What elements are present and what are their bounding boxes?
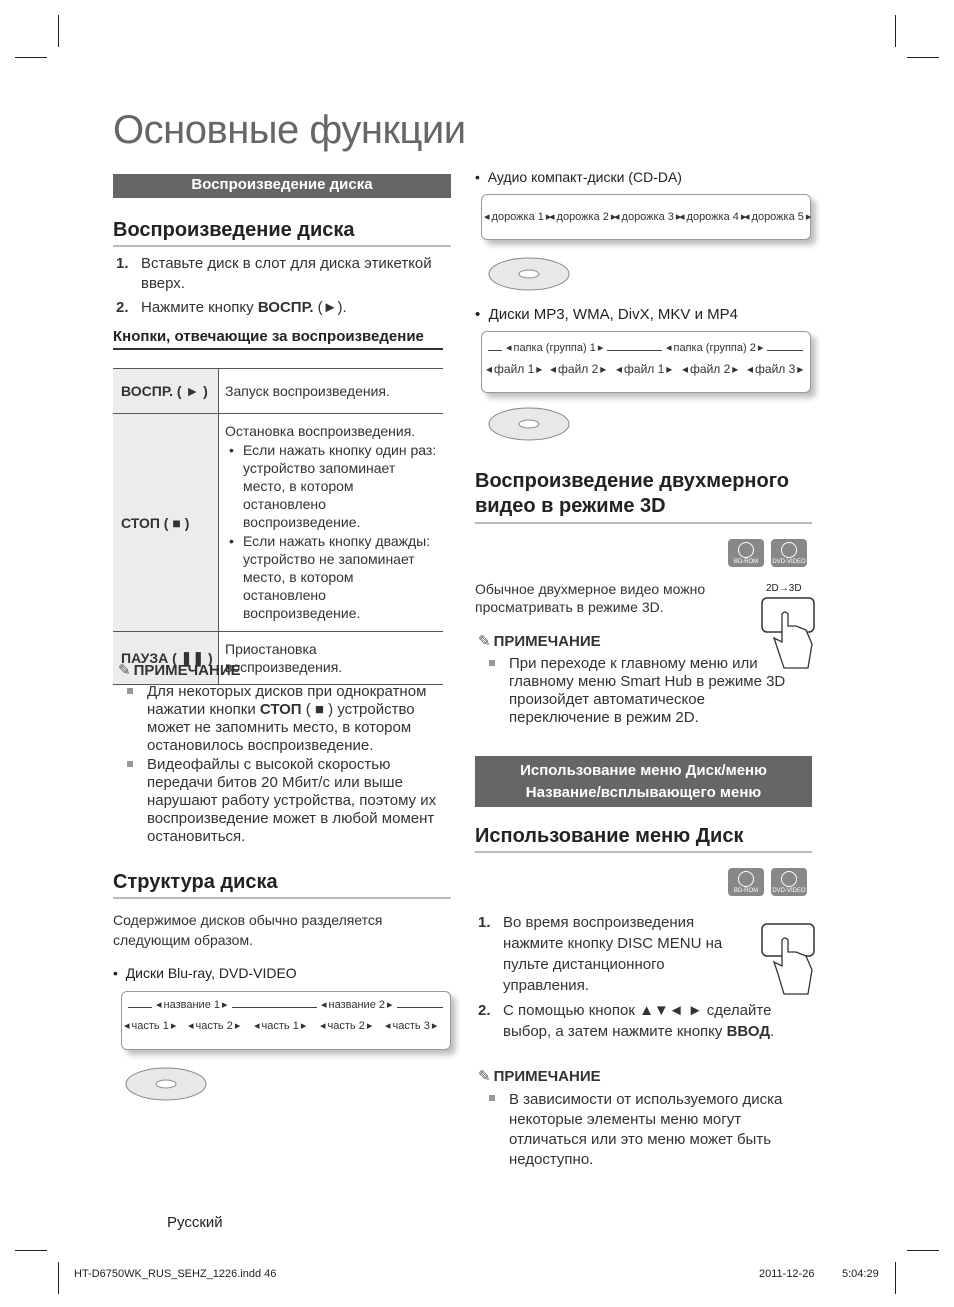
note-list (475, 1090, 790, 1171)
text-3d: Обычное двухмерное видео можно просматривать в режиме 3D. (475, 581, 706, 615)
note-text: Для некоторых дисков при однократном нажатии кнопки (147, 683, 427, 718)
step-button-name: ВВОД (726, 1023, 771, 1040)
footer-file: HT-D6750WK_RUS_SEHZ_1226.indd 46 (74, 1268, 277, 1280)
track-label: ◂ дорожка 1 ▸ (484, 210, 551, 223)
step-text: Нажмите кнопку (141, 299, 258, 316)
note-label: ПРИМЕЧАНИЕ (493, 633, 601, 650)
step-text: С помощью кнопок ▲▼◄ ► сделайте выбор, а затем нажмите кнопку (503, 1002, 772, 1040)
logo-text: DVD-VIDEO (772, 888, 806, 894)
title-label: ◂ название 1 ▸ (152, 998, 232, 1011)
note-heading (478, 632, 601, 650)
note-label: ПРИМЕЧАНИЕ (133, 662, 241, 679)
row-desc: Остановка воспроизведения. (225, 423, 416, 439)
heading-play-disc: Воспроизведение диска (113, 219, 451, 247)
step-text: Вставьте диск в слот для диска этикеткой вверх. (141, 255, 432, 292)
crop-mark (895, 15, 896, 47)
buttons-table (113, 368, 443, 685)
note-heading (118, 661, 241, 679)
file-label: ◂ файл 1 ▸ (616, 362, 672, 376)
list-item: Видеофайлы с высокой скоростью передачи битов 20 Мбит/с или выше нарушают работу устройства, поэтому их воспроизведение может в любой момент остановиться. (113, 756, 448, 846)
folder-label: ◂ папка (группа) 2 ▸ (662, 341, 767, 354)
pencil-icon: ✎ (118, 662, 131, 679)
cd-label-text: Аудио компакт-диски (CD-DA) (487, 169, 682, 185)
mp3-label-text: Диски MP3, WMA, DivX, MKV и MP4 (488, 306, 738, 323)
step-number: 2. (116, 299, 129, 316)
note-label: ПРИМЕЧАНИЕ (493, 1068, 601, 1085)
band-line: Название/всплывающего меню (525, 784, 762, 801)
bd-rom-logo (728, 868, 764, 896)
note-text: ( ■ ) устройство может не запомнить место, в котором остановилось воспроизведение. (147, 701, 415, 754)
crop-mark (907, 1250, 939, 1251)
note-heading (478, 1067, 601, 1085)
hand-press-icon (756, 920, 822, 998)
pencil-icon: ✎ (478, 633, 491, 650)
step-1 (475, 912, 795, 996)
bd-structure-box (121, 991, 451, 1050)
band-line: Использование меню Диск/меню (520, 762, 767, 779)
step-button-name: ВОСПР. (257, 299, 314, 316)
list-item: • Если нажать кнопку дважды: устройство не запоминает место, в котором остановлено воспроизведение. (225, 532, 437, 622)
step-number: 2. (478, 1002, 491, 1019)
list-item: В зависимости от используемого диска некоторые элементы меню могут отличаться или это меню может быть недоступно. (475, 1090, 790, 1170)
step-number: 1. (478, 914, 491, 931)
track-label: ◂ дорожка 2 ▸ (549, 210, 616, 223)
note-bold: СТОП (259, 701, 302, 718)
file-label: ◂ файл 2 ▸ (550, 362, 606, 376)
table-row (113, 414, 443, 632)
title-label: ◂ название 2 ▸ (317, 998, 397, 1011)
crop-mark (895, 1262, 896, 1294)
heading-disc-structure: Структура диска (113, 871, 451, 899)
bd-label: • Диски Blu-ray, DVD-VIDEO (113, 965, 297, 981)
heading-disc-menu: Использование меню Диск (475, 825, 812, 853)
section-band (475, 756, 812, 807)
chapter-label: ◂ часть 2 ▸ (188, 1019, 240, 1032)
logo-text: DVD-VIDEO (772, 559, 806, 565)
table-row (113, 369, 443, 414)
step-text: . (770, 1023, 775, 1040)
section-band: Воспроизведение диска (113, 174, 451, 198)
note-list (475, 655, 795, 728)
chapter-label: ◂ часть 1 ▸ (254, 1019, 306, 1032)
step-button-name: DISC MENU (617, 935, 702, 952)
page-title: Основные функции (113, 108, 466, 152)
step-2 (113, 298, 451, 318)
logo-text: BD-ROM (733, 888, 759, 894)
buttons-heading: Кнопки, отвечающие за воспроизведение (113, 328, 443, 350)
table-key: СТОП ( ■ ) (113, 414, 219, 632)
play-steps (113, 254, 451, 322)
step-2 (475, 1000, 795, 1042)
step-text: на пульте дистанционного управления. (503, 935, 723, 994)
disc-icon (485, 240, 575, 296)
dvd-video-logo (771, 539, 807, 567)
crop-mark (907, 57, 939, 58)
list-item: При переходе к главному меню или главному меню Smart Hub в режиме 3D произойдет автоматическое переключение в режим 2D. (475, 655, 795, 727)
table-value: Запуск воспроизведения. (219, 369, 444, 414)
track-label: ◂ дорожка 5 ▸ (744, 210, 811, 223)
table-value: Приостановка воспроизведения. (219, 632, 444, 685)
page-language: Русский (167, 1214, 223, 1231)
chapter-label: ◂ часть 1 ▸ (124, 1019, 176, 1032)
step-number: 1. (116, 255, 129, 272)
pencil-icon: ✎ (478, 1068, 491, 1085)
chapter-label: ◂ часть 2 ▸ (320, 1019, 372, 1032)
bd-label-text: Диски Blu-ray, DVD-VIDEO (125, 965, 297, 981)
disc-icon (485, 392, 575, 448)
heading-2d-3d: Воспроизведение двухмерного видео в режиме 3D (475, 469, 812, 524)
mp3-structure-box (481, 331, 811, 393)
crop-mark (15, 57, 47, 58)
footer-time: 5:04:29 (842, 1268, 879, 1280)
chapter-label: ◂ часть 3 ▸ (385, 1019, 437, 1032)
dvd-video-logo (771, 868, 807, 896)
file-label: ◂ файл 3 ▸ (747, 362, 803, 376)
step-1 (113, 254, 451, 294)
table-key: ПАУЗА ( ❚❚ ) (113, 632, 219, 685)
mp3-label: • Диски MP3, WMA, DivX, MKV и MP4 (475, 306, 738, 323)
footer-date: 2011-12-26 (759, 1268, 815, 1280)
crop-mark (58, 15, 59, 47)
menu-steps (475, 912, 795, 1046)
file-label: ◂ файл 2 ▸ (682, 362, 738, 376)
disc-icon (124, 1048, 210, 1104)
folder-label: ◂ папка (группа) 1 ▸ (502, 341, 607, 354)
remote-key-label: 2D→3D (766, 583, 802, 594)
crop-mark (58, 1262, 59, 1294)
table-key: ВОСПР. ( ► ) (113, 369, 219, 414)
track-label: ◂ дорожка 4 ▸ (679, 210, 746, 223)
structure-text: Содержимое дисков обычно разделяется следующим образом. (113, 912, 383, 948)
list-item (113, 683, 448, 755)
cd-label: • Аудио компакт-диски (CD-DA) (475, 169, 682, 185)
table-value (219, 414, 444, 632)
bd-rom-logo (728, 539, 764, 567)
note-list (113, 683, 448, 847)
step-text: (►). (313, 299, 347, 316)
logo-text: BD-ROM (733, 559, 759, 565)
track-label: ◂ дорожка 3 ▸ (614, 210, 681, 223)
step-text: Во время воспроизведения нажмите кнопку (503, 914, 695, 952)
crop-mark (15, 1250, 47, 1251)
cd-structure-box (481, 194, 811, 240)
list-item: • Если нажать кнопку один раз: устройство запоминает место, в котором остановлено воспроизведение. (225, 441, 437, 531)
file-label: ◂ файл 1 ▸ (486, 362, 542, 376)
